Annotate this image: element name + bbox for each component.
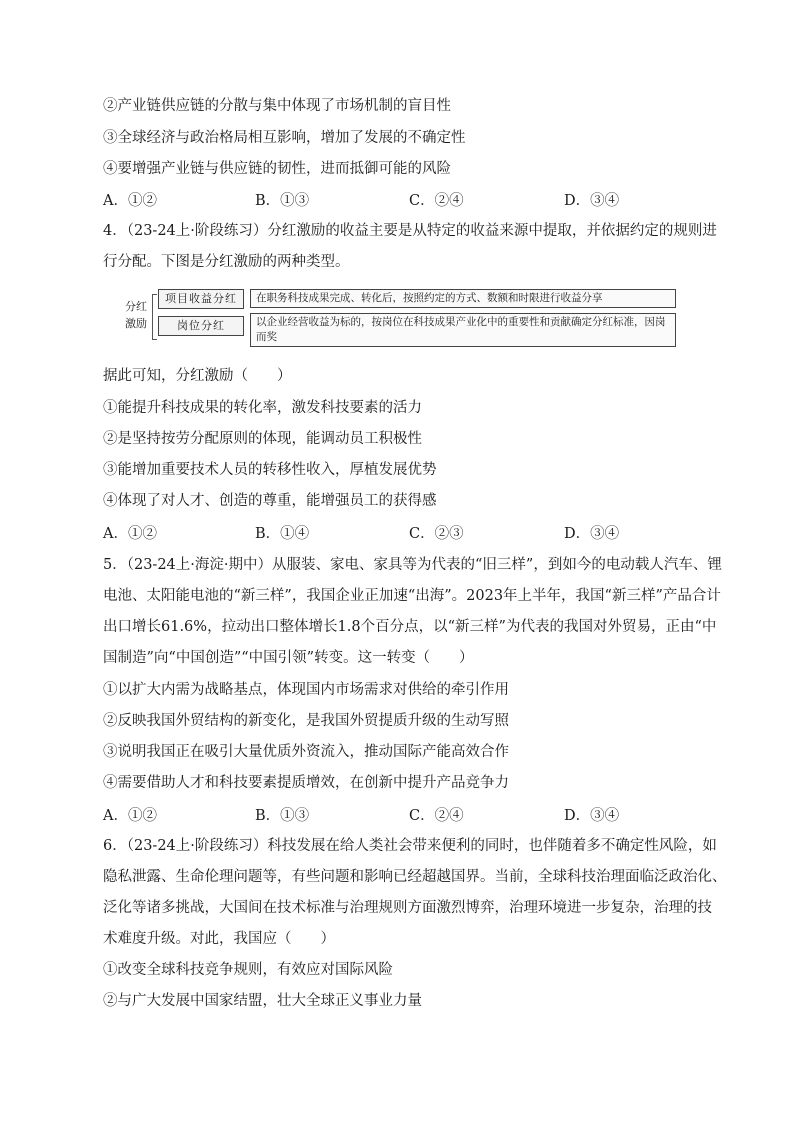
q4-statement-3: ③能增加重要技术人员的转移性收入，厚植发展优势 — [103, 462, 437, 478]
q6-stem-line-1: 6．（23-24上·阶段练习）科技发展在给人类社会带来便利的同时，也伴随着多不确定性风险，如 — [103, 838, 717, 854]
q5-statement-2: ②反映我国外贸结构的新变化，是我国外贸提质升级的生动写照 — [103, 713, 509, 729]
diagram-type-project: 项目收益分红 — [158, 289, 244, 309]
q5-option-a[interactable]: A．①② — [103, 808, 157, 824]
diagram-desc-project: 在职务科技成果完成、转化后，按照约定的方式、数额和时限进行收益分享 — [250, 289, 676, 308]
q4-option-c[interactable]: C．②③ — [409, 526, 464, 542]
q4-lead: 据此可知，分红激励（ ） — [103, 368, 292, 384]
q4-option-a[interactable]: A．①② — [103, 526, 157, 542]
q6-statement-2: ②与广大发展中国家结盟，壮大全球正义事业力量 — [103, 993, 422, 1009]
q6-statement-1: ①改变全球科技竞争规则，有效应对国际风险 — [103, 962, 393, 978]
q3-option-c[interactable]: C．②④ — [409, 193, 464, 209]
diagram-brace — [152, 294, 157, 340]
q4-stem-line-2: 行分配。下图是分红激励的两种类型。 — [103, 254, 350, 270]
q3-option-d[interactable]: D．③④ — [564, 193, 620, 209]
q4-option-d[interactable]: D．③④ — [564, 526, 620, 542]
diagram-desc-post: 以企业经营收益为标的，按岗位在科技成果产业化中的重要性和贡献确定分红标准，因岗而奖 — [250, 313, 676, 347]
q5-stem-line-2: 电池、太阳能电池的“新三样”，我国企业正加速“出海”。2023年上半年，我国“新三样”产品合计 — [103, 588, 721, 604]
diagram-root-line-1: 分红 — [125, 300, 147, 313]
q3-options — [103, 189, 703, 209]
q3-statement-2: ②产业链供应链的分散与集中体现了市场机制的盲目性 — [103, 98, 451, 114]
q3-statement-4: ④要增强产业链与供应链的韧性，进而抵御可能的风险 — [103, 161, 451, 177]
q4-statement-1: ①能提升科技成果的转化率，激发科技要素的活力 — [103, 400, 422, 416]
q6-stem-line-2: 隐私泄露、生命伦理问题等，有些问题和影响已经超越国界。当前，全球科技治理面临泛政治化、 — [103, 869, 727, 885]
q5-option-c[interactable]: C．②④ — [409, 808, 464, 824]
q4-stem-line-1: 4．（23-24上·阶段练习）分红激励的收益主要是从特定的收益来源中提取，并依据约定的规则进 — [103, 223, 717, 239]
q5-options — [103, 804, 703, 824]
q5-statement-1: ①以扩大内需为战略基点，体现国内市场需求对供给的牵引作用 — [103, 682, 509, 698]
q3-option-a[interactable]: A．①② — [103, 193, 157, 209]
q4-option-b[interactable]: B．①④ — [255, 526, 310, 542]
q4-statement-4: ④体现了对人才、创造的尊重，能增强员工的获得感 — [103, 493, 437, 509]
q6-stem-line-4: 术难度升级。对此，我国应（ ） — [103, 931, 335, 947]
q5-statement-3: ③说明我国正在吸引大量优质外资流入，推动国际产能高效合作 — [103, 744, 509, 760]
q5-stem-line-1: 5．（23-24上·海淀·期中）从服装、家电、家具等为代表的“旧三样”，到如今的电动载人汽车、锂 — [103, 557, 722, 573]
diagram-root-line-2: 激励 — [125, 317, 147, 330]
q6-stem-line-3: 泛化等诸多挑战，大国间在技术标准与治理规则方面激烈博弈，治理环境进一步复杂，治理的技 — [103, 900, 712, 916]
q5-option-d[interactable]: D．③④ — [564, 808, 620, 824]
bonus-incentive-diagram — [118, 286, 678, 352]
q5-stem-line-3: 出口增长61.6%，拉动出口整体增长1.8个百分点，以“新三样”为代表的我国对外贸易，正由“中 — [103, 619, 717, 635]
q3-statement-3: ③全球经济与政治格局相互影响，增加了发展的不确定性 — [103, 130, 466, 146]
diagram-type-post: 岗位分红 — [158, 316, 244, 336]
q5-option-b[interactable]: B．①③ — [255, 808, 310, 824]
q3-option-b[interactable]: B．①③ — [255, 193, 310, 209]
q4-statement-2: ②是坚持按劳分配原则的体现，能调动员工积极性 — [103, 431, 422, 447]
diagram-root-label — [122, 298, 150, 332]
q5-statement-4: ④需要借助人才和科技要素提质增效，在创新中提升产品竞争力 — [103, 775, 509, 791]
q5-stem-line-4: 国制造”向“中国创造”“中国引领”转变。这一转变（ ） — [103, 650, 474, 666]
q4-options — [103, 522, 703, 542]
